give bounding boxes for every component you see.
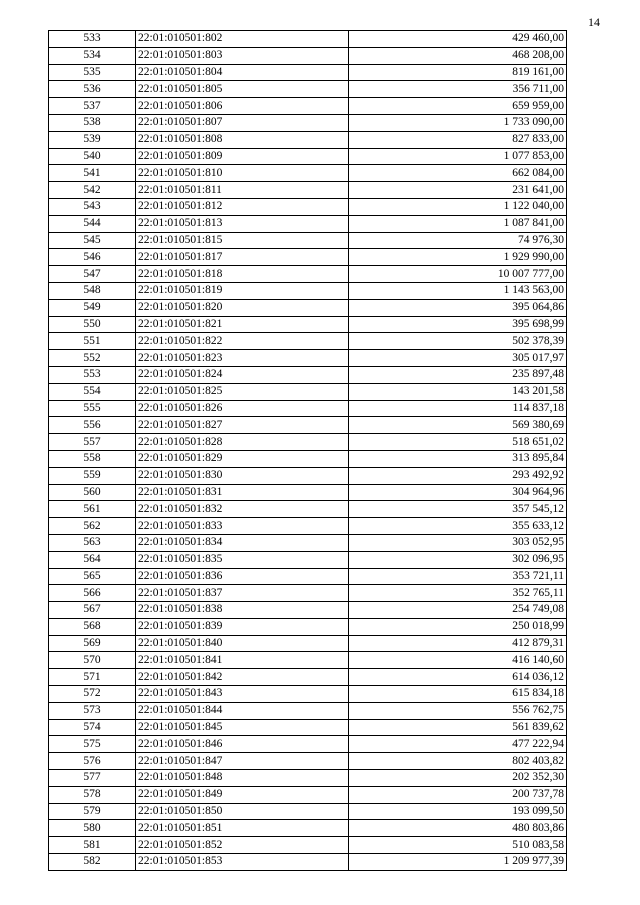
cadastral-number: 22:01:010501:839 <box>136 618 349 635</box>
row-number: 579 <box>49 803 136 820</box>
table-row <box>49 182 567 199</box>
row-number: 571 <box>49 669 136 686</box>
cadastral-value: 10 007 777,00 <box>349 266 567 283</box>
row-number: 561 <box>49 501 136 518</box>
cadastral-value: 1 209 977,39 <box>349 854 567 871</box>
table-row <box>49 350 567 367</box>
cadastral-number: 22:01:010501:808 <box>136 131 349 148</box>
row-number: 552 <box>49 350 136 367</box>
row-number: 543 <box>49 198 136 215</box>
row-number: 555 <box>49 400 136 417</box>
cadastral-number: 22:01:010501:817 <box>136 249 349 266</box>
cadastral-number: 22:01:010501:810 <box>136 165 349 182</box>
table-row <box>49 702 567 719</box>
cadastral-number: 22:01:010501:838 <box>136 602 349 619</box>
row-number: 536 <box>49 81 136 98</box>
table-row <box>49 736 567 753</box>
cadastral-number: 22:01:010501:812 <box>136 198 349 215</box>
table-row <box>49 282 567 299</box>
cadastral-value: 355 633,12 <box>349 518 567 535</box>
page-number: 14 <box>588 15 600 29</box>
cadastral-value: 502 378,39 <box>349 333 567 350</box>
row-number: 533 <box>49 31 136 48</box>
row-number: 534 <box>49 47 136 64</box>
table-row <box>49 450 567 467</box>
cadastral-number: 22:01:010501:811 <box>136 182 349 199</box>
row-number: 581 <box>49 837 136 854</box>
cadastral-number: 22:01:010501:830 <box>136 467 349 484</box>
table-row <box>49 316 567 333</box>
cadastral-number: 22:01:010501:809 <box>136 148 349 165</box>
cadastral-number: 22:01:010501:843 <box>136 686 349 703</box>
cadastral-value: 416 140,60 <box>349 652 567 669</box>
cadastral-number: 22:01:010501:821 <box>136 316 349 333</box>
row-number: 568 <box>49 618 136 635</box>
row-number: 559 <box>49 467 136 484</box>
cadastral-number: 22:01:010501:829 <box>136 450 349 467</box>
cadastral-number: 22:01:010501:805 <box>136 81 349 98</box>
table-row <box>49 585 567 602</box>
table-row <box>49 131 567 148</box>
table-row <box>49 467 567 484</box>
cadastral-value: 556 762,75 <box>349 702 567 719</box>
cadastral-number: 22:01:010501:813 <box>136 215 349 232</box>
table-row <box>49 434 567 451</box>
cadastral-number: 22:01:010501:834 <box>136 534 349 551</box>
row-number: 566 <box>49 585 136 602</box>
table-row <box>49 820 567 837</box>
row-number: 544 <box>49 215 136 232</box>
table-row <box>49 534 567 551</box>
table-row <box>49 719 567 736</box>
table-row <box>49 266 567 283</box>
cadastral-value: 412 879,31 <box>349 635 567 652</box>
table-row <box>49 770 567 787</box>
cadastral-value: 202 352,30 <box>349 770 567 787</box>
cadastral-number: 22:01:010501:836 <box>136 568 349 585</box>
table-row <box>49 803 567 820</box>
row-number: 567 <box>49 602 136 619</box>
row-number: 560 <box>49 484 136 501</box>
table-row <box>49 518 567 535</box>
cadastral-value: 510 083,58 <box>349 837 567 854</box>
table-row <box>49 366 567 383</box>
cadastral-value: 477 222,94 <box>349 736 567 753</box>
row-number: 580 <box>49 820 136 837</box>
row-number: 539 <box>49 131 136 148</box>
cadastral-value: 193 099,50 <box>349 803 567 820</box>
cadastral-number: 22:01:010501:847 <box>136 753 349 770</box>
cadastral-value: 1 733 090,00 <box>349 114 567 131</box>
table-row <box>49 568 567 585</box>
table-row <box>49 618 567 635</box>
cadastral-value: 114 837,18 <box>349 400 567 417</box>
row-number: 565 <box>49 568 136 585</box>
cadastral-number: 22:01:010501:826 <box>136 400 349 417</box>
row-number: 535 <box>49 64 136 81</box>
table-row <box>49 837 567 854</box>
cadastral-value: 304 964,96 <box>349 484 567 501</box>
row-number: 573 <box>49 702 136 719</box>
cadastral-value: 1 143 563,00 <box>349 282 567 299</box>
row-number: 540 <box>49 148 136 165</box>
cadastral-value: 569 380,69 <box>349 417 567 434</box>
cadastral-value: 1 087 841,00 <box>349 215 567 232</box>
cadastral-number: 22:01:010501:823 <box>136 350 349 367</box>
cadastral-value: 254 749,08 <box>349 602 567 619</box>
table-row <box>49 652 567 669</box>
cadastral-number: 22:01:010501:849 <box>136 786 349 803</box>
cadastral-number: 22:01:010501:804 <box>136 64 349 81</box>
cadastral-value: 357 545,12 <box>349 501 567 518</box>
cadastral-value: 235 897,48 <box>349 366 567 383</box>
cadastral-number: 22:01:010501:820 <box>136 299 349 316</box>
row-number: 547 <box>49 266 136 283</box>
table-row <box>49 47 567 64</box>
table-row <box>49 215 567 232</box>
cadastral-number: 22:01:010501:806 <box>136 98 349 115</box>
cadastral-value: 303 052,95 <box>349 534 567 551</box>
cadastral-number: 22:01:010501:828 <box>136 434 349 451</box>
table-row <box>49 854 567 871</box>
cadastral-value: 74 976,30 <box>349 232 567 249</box>
cadastral-number: 22:01:010501:802 <box>136 31 349 48</box>
table-row <box>49 635 567 652</box>
cadastral-value: 352 765,11 <box>349 585 567 602</box>
cadastral-value-table <box>48 30 567 871</box>
cadastral-number: 22:01:010501:842 <box>136 669 349 686</box>
table-row <box>49 484 567 501</box>
cadastral-value: 518 651,02 <box>349 434 567 451</box>
row-number: 569 <box>49 635 136 652</box>
cadastral-value: 480 803,86 <box>349 820 567 837</box>
cadastral-value: 305 017,97 <box>349 350 567 367</box>
cadastral-value: 356 711,00 <box>349 81 567 98</box>
table-row <box>49 114 567 131</box>
cadastral-number: 22:01:010501:824 <box>136 366 349 383</box>
cadastral-value: 662 084,00 <box>349 165 567 182</box>
table-row <box>49 31 567 48</box>
table-row <box>49 333 567 350</box>
row-number: 541 <box>49 165 136 182</box>
cadastral-value: 231 641,00 <box>349 182 567 199</box>
table-row <box>49 551 567 568</box>
cadastral-number: 22:01:010501:825 <box>136 383 349 400</box>
row-number: 542 <box>49 182 136 199</box>
cadastral-value: 468 208,00 <box>349 47 567 64</box>
table-row <box>49 400 567 417</box>
row-number: 556 <box>49 417 136 434</box>
row-number: 537 <box>49 98 136 115</box>
row-number: 564 <box>49 551 136 568</box>
cadastral-number: 22:01:010501:819 <box>136 282 349 299</box>
row-number: 572 <box>49 686 136 703</box>
cadastral-value: 429 460,00 <box>349 31 567 48</box>
table-row <box>49 64 567 81</box>
row-number: 578 <box>49 786 136 803</box>
row-number: 570 <box>49 652 136 669</box>
cadastral-value: 561 839,62 <box>349 719 567 736</box>
cadastral-number: 22:01:010501:837 <box>136 585 349 602</box>
table-body <box>49 31 567 871</box>
cadastral-number: 22:01:010501:844 <box>136 702 349 719</box>
row-number: 545 <box>49 232 136 249</box>
table-row <box>49 249 567 266</box>
cadastral-value: 395 064,86 <box>349 299 567 316</box>
table-row <box>49 98 567 115</box>
cadastral-number: 22:01:010501:822 <box>136 333 349 350</box>
row-number: 549 <box>49 299 136 316</box>
table-row <box>49 165 567 182</box>
cadastral-value: 827 833,00 <box>349 131 567 148</box>
table-row <box>49 148 567 165</box>
cadastral-number: 22:01:010501:803 <box>136 47 349 64</box>
cadastral-value: 353 721,11 <box>349 568 567 585</box>
cadastral-value: 200 737,78 <box>349 786 567 803</box>
cadastral-number: 22:01:010501:815 <box>136 232 349 249</box>
cadastral-value: 250 018,99 <box>349 618 567 635</box>
row-number: 553 <box>49 366 136 383</box>
cadastral-number: 22:01:010501:832 <box>136 501 349 518</box>
cadastral-value: 802 403,82 <box>349 753 567 770</box>
row-number: 546 <box>49 249 136 266</box>
table-row <box>49 669 567 686</box>
row-number: 575 <box>49 736 136 753</box>
cadastral-value: 614 036,12 <box>349 669 567 686</box>
row-number: 576 <box>49 753 136 770</box>
row-number: 577 <box>49 770 136 787</box>
cadastral-number: 22:01:010501:827 <box>136 417 349 434</box>
cadastral-number: 22:01:010501:833 <box>136 518 349 535</box>
row-number: 538 <box>49 114 136 131</box>
cadastral-value: 615 834,18 <box>349 686 567 703</box>
cadastral-value: 293 492,92 <box>349 467 567 484</box>
row-number: 563 <box>49 534 136 551</box>
row-number: 548 <box>49 282 136 299</box>
cadastral-number: 22:01:010501:848 <box>136 770 349 787</box>
table-row <box>49 383 567 400</box>
cadastral-number: 22:01:010501:807 <box>136 114 349 131</box>
row-number: 557 <box>49 434 136 451</box>
table-row <box>49 299 567 316</box>
cadastral-number: 22:01:010501:845 <box>136 719 349 736</box>
cadastral-value: 302 096,95 <box>349 551 567 568</box>
cadastral-value: 1 929 990,00 <box>349 249 567 266</box>
table-row <box>49 786 567 803</box>
cadastral-value: 143 201,58 <box>349 383 567 400</box>
row-number: 554 <box>49 383 136 400</box>
cadastral-number: 22:01:010501:850 <box>136 803 349 820</box>
table-row <box>49 501 567 518</box>
row-number: 582 <box>49 854 136 871</box>
cadastral-number: 22:01:010501:851 <box>136 820 349 837</box>
cadastral-number: 22:01:010501:841 <box>136 652 349 669</box>
table-row <box>49 232 567 249</box>
cadastral-value: 659 959,00 <box>349 98 567 115</box>
cadastral-number: 22:01:010501:831 <box>136 484 349 501</box>
table-row <box>49 686 567 703</box>
table-row <box>49 417 567 434</box>
row-number: 558 <box>49 450 136 467</box>
row-number: 562 <box>49 518 136 535</box>
table-row <box>49 602 567 619</box>
cadastral-value: 819 161,00 <box>349 64 567 81</box>
cadastral-number: 22:01:010501:818 <box>136 266 349 283</box>
cadastral-number: 22:01:010501:846 <box>136 736 349 753</box>
cadastral-number: 22:01:010501:835 <box>136 551 349 568</box>
cadastral-number: 22:01:010501:853 <box>136 854 349 871</box>
row-number: 574 <box>49 719 136 736</box>
cadastral-value: 313 895,84 <box>349 450 567 467</box>
cadastral-value: 1 122 040,00 <box>349 198 567 215</box>
cadastral-number: 22:01:010501:840 <box>136 635 349 652</box>
row-number: 550 <box>49 316 136 333</box>
table-row <box>49 753 567 770</box>
cadastral-number: 22:01:010501:852 <box>136 837 349 854</box>
table-row <box>49 198 567 215</box>
table-row <box>49 81 567 98</box>
cadastral-value: 1 077 853,00 <box>349 148 567 165</box>
cadastral-value: 395 698,99 <box>349 316 567 333</box>
row-number: 551 <box>49 333 136 350</box>
